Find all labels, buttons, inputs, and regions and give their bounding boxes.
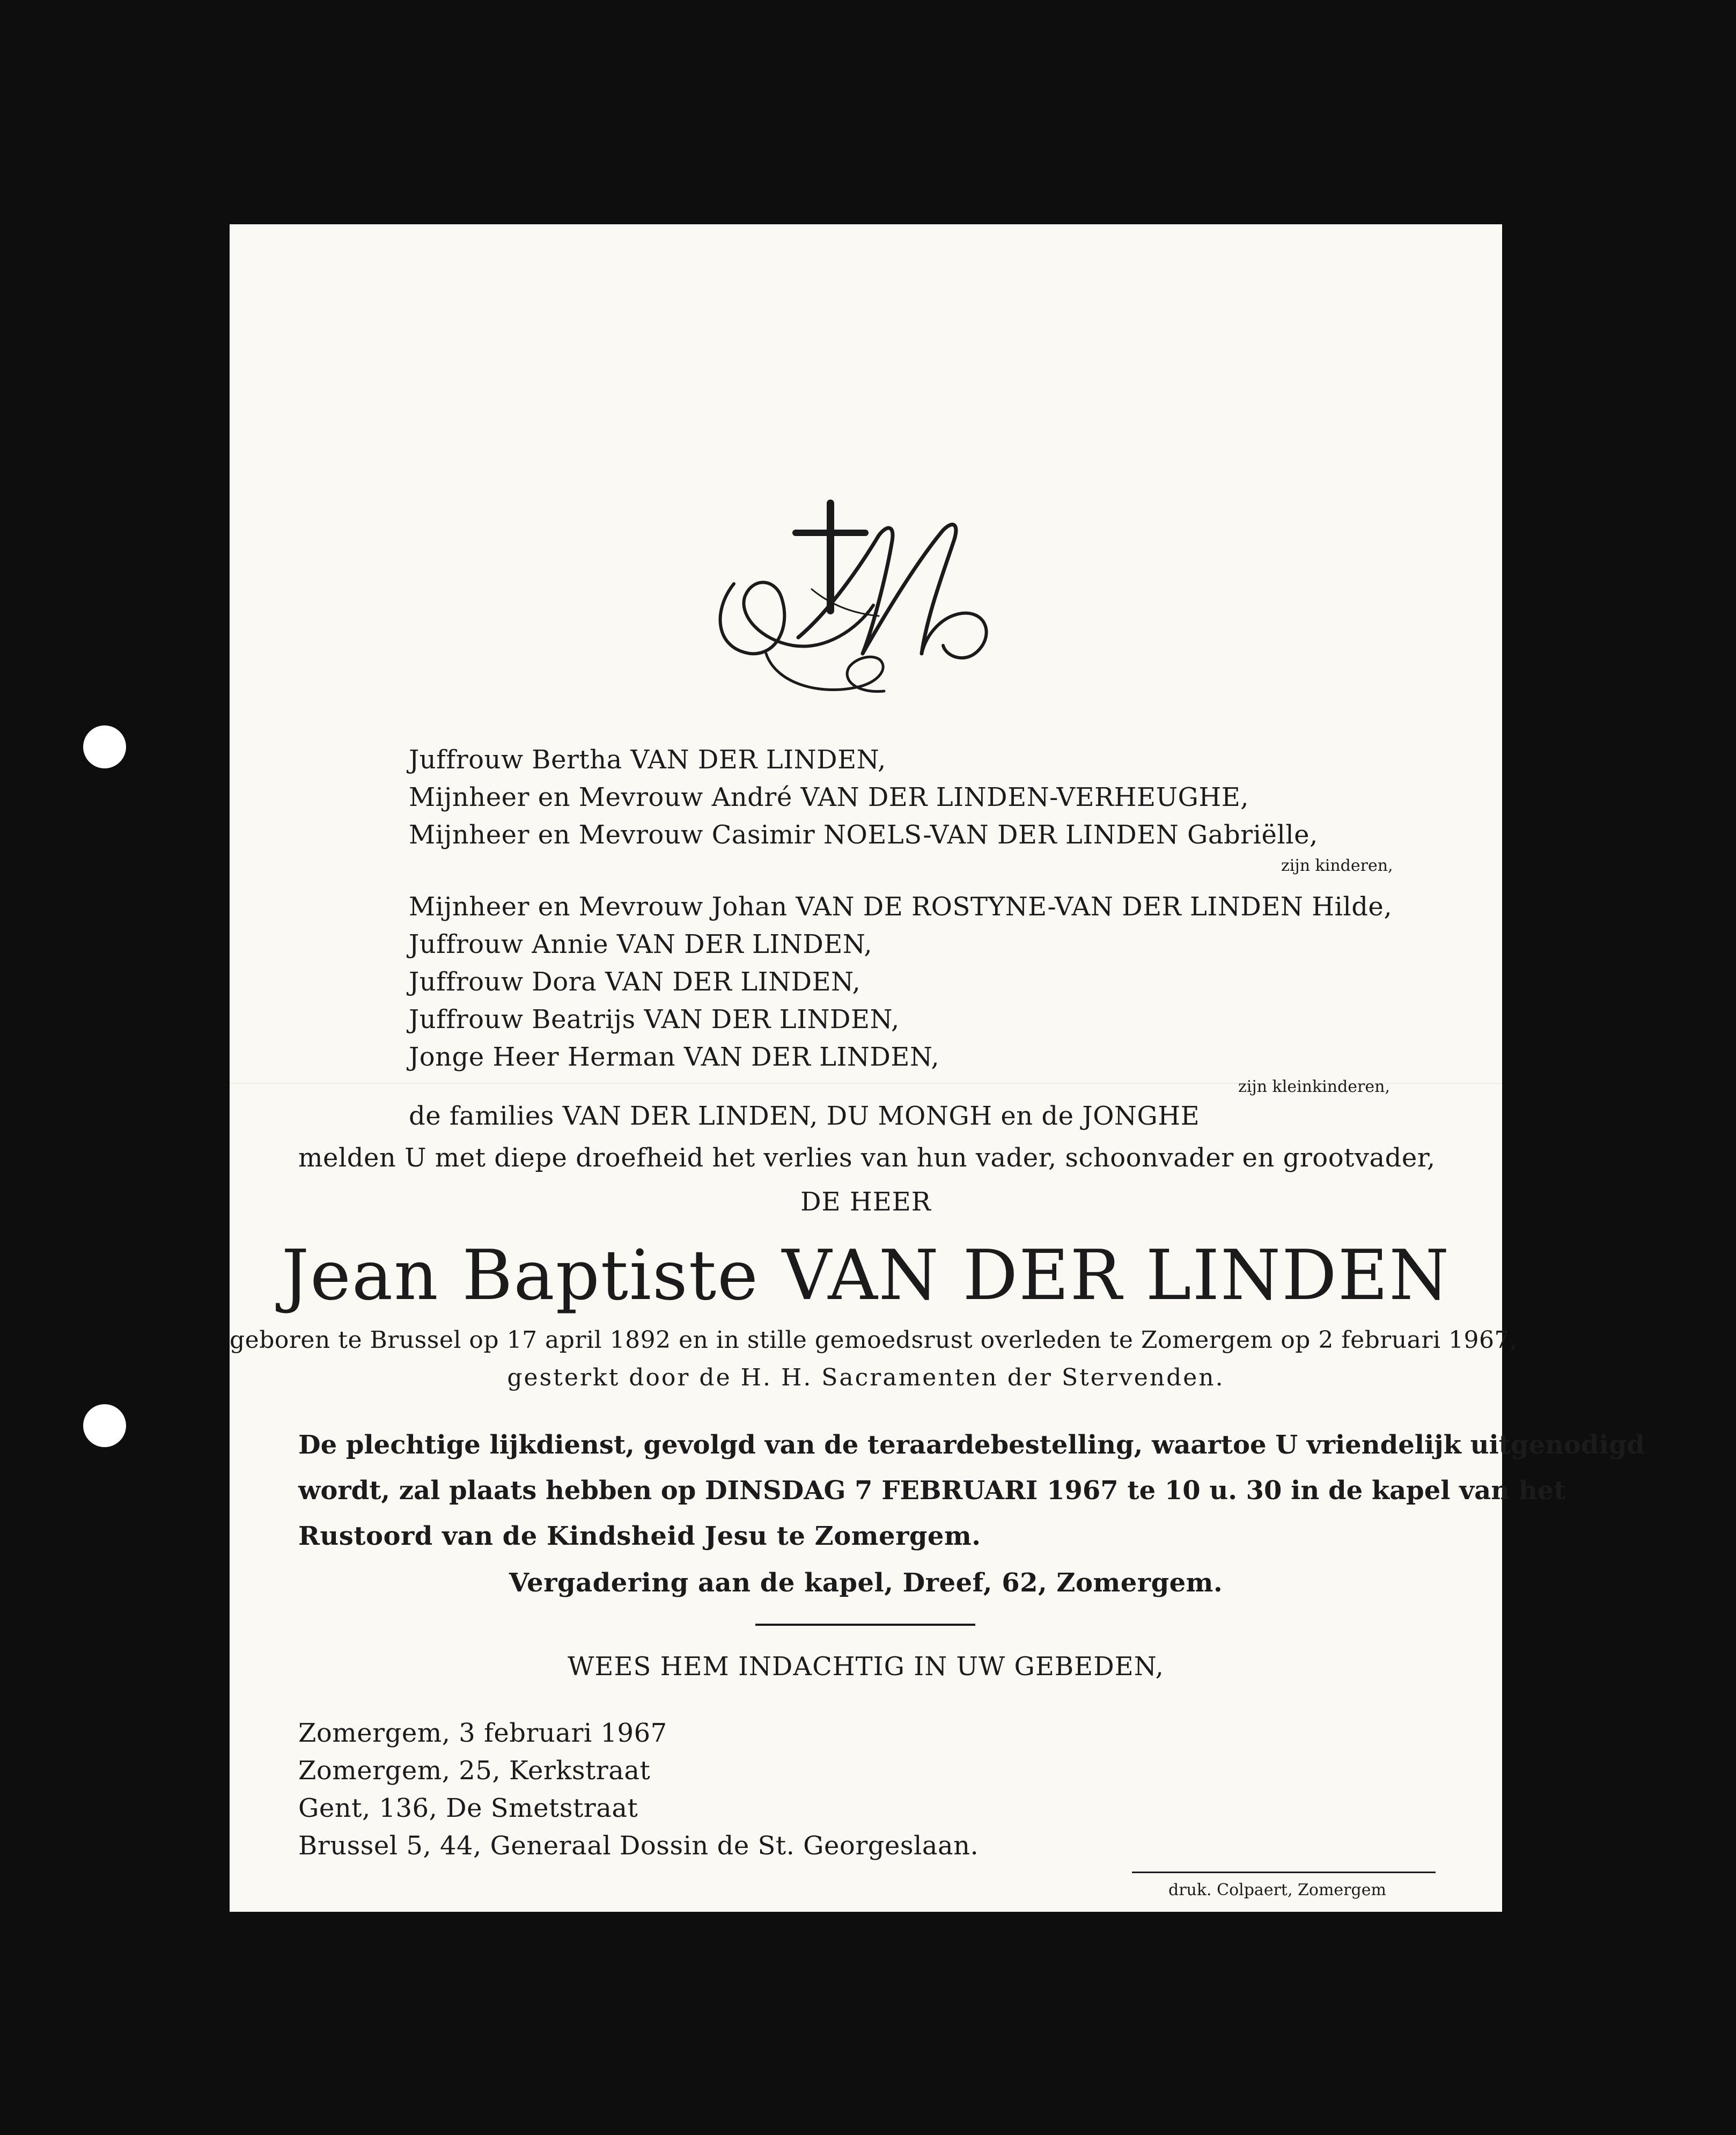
family-grandchild-1: Mijnheer en Mevrouw Johan VAN DE ROSTYNE-VAN DER LINDEN Hilde, [409,892,1393,922]
gathering-line: Vergadering aan de kapel, Dreef, 62, Zomergem. [509,1568,1223,1598]
cross-M-monogram-icon [702,493,1034,954]
family-child-1: Juffrouw Bertha VAN DER LINDEN, [409,745,886,775]
announcement-line: melden U met diepe droefheid het verlies van hun vader, schoonvader en grootvader, [298,1143,1436,1173]
family-grandchild-5: Jonge Heer Herman VAN DER LINDEN, [409,1042,940,1072]
family-grandchild-4: Juffrouw Beatrijs VAN DER LINDEN, [409,1004,900,1035]
deceased-name: Jean Baptiste VAN DER LINDEN [281,1236,1451,1316]
prayer-line: WEES HEM INDACHTIG IN UW GEBEDEN, [568,1652,1164,1682]
punch-hole-top [83,725,126,768]
family-grandchild-3: Juffrouw Dora VAN DER LINDEN, [409,967,861,997]
death-notice-card [230,224,1645,1912]
family-child-3: Mijnheer en Mevrouw Casimir NOELS-VAN DER LINDEN Gabriëlle, [409,820,1318,850]
families-line: de families VAN DER LINDEN, DU MONGH en de JONGHE [409,1101,1200,1131]
footer-address-3: Brussel 5, 44, Generaal Dossin de St. Georgeslaan. [298,1831,979,1861]
service-line-3: Rustoord van de Kindsheid Jesu te Zomergem. [298,1521,981,1551]
service-line-2: wordt, zal plaats hebben op DINSDAG 7 FEBRUARI 1967 te 10 u. 30 in de kapel van het [298,1476,1566,1506]
honorific: DE HEER [800,1187,931,1217]
family-child-2: Mijnheer en Mevrouw André VAN DER LINDEN-VERHEUGHE, [409,782,1249,812]
children-label: zijn kinderen, [1281,856,1393,875]
printer-credit: druk. Colpaert, Zomergem [1168,1881,1386,1899]
footer-address-1: Zomergem, 25, Kerkstraat [298,1756,651,1786]
sacraments-line: gesterkt door de H. H. Sacramenten der Stervenden. [507,1364,1225,1391]
service-line-1: De plechtige lijkdienst, gevolgd van de teraardebestelling, waartoe U vriendelijk uitgenodigd [298,1430,1645,1460]
birth-death-line: geboren te Brussel op 17 april 1892 en in stille gemoedsrust overleden te Zomergem op 2 februari 1967, [230,1326,1518,1354]
family-grandchild-2: Juffrouw Annie VAN DER LINDEN, [409,929,873,959]
footer-address-2: Gent, 136, De Smetstraat [298,1793,638,1823]
printer-rule [1132,1872,1436,1873]
punch-hole-bottom [83,1404,126,1447]
footer-date: Zomergem, 3 februari 1967 [298,1718,667,1748]
divider-rule [755,1624,975,1626]
grandchildren-label: zijn kleinkinderen, [1238,1077,1391,1096]
